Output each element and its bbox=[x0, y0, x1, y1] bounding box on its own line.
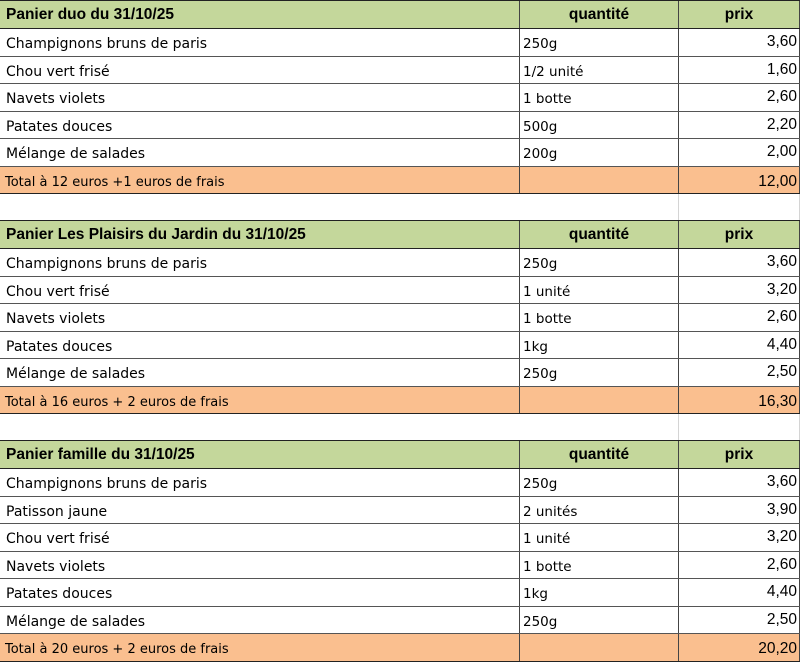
basket-header-row bbox=[0, 0, 800, 29]
item-price-cell[interactable]: 3,20 bbox=[679, 524, 800, 551]
item-quantity-cell[interactable]: 250g bbox=[520, 607, 679, 634]
item-row bbox=[0, 497, 800, 525]
item-quantity-cell[interactable]: 1kg bbox=[520, 332, 679, 359]
item-name-cell[interactable]: Patates douces bbox=[0, 579, 520, 606]
item-row bbox=[0, 359, 800, 387]
basket-title[interactable]: Panier duo du 31/10/25 bbox=[0, 1, 520, 28]
item-name-cell[interactable]: Chou vert frisé bbox=[0, 57, 520, 84]
item-price-cell[interactable]: 2,60 bbox=[679, 304, 800, 331]
item-quantity-cell[interactable]: 500g bbox=[520, 112, 679, 139]
item-name-cell[interactable]: Chou vert frisé bbox=[0, 524, 520, 551]
item-row bbox=[0, 277, 800, 305]
item-row bbox=[0, 552, 800, 580]
item-name-cell[interactable]: Patates douces bbox=[0, 332, 520, 359]
quantity-column-header[interactable]: quantité bbox=[520, 1, 679, 28]
quantity-column-header[interactable]: quantité bbox=[520, 441, 679, 468]
total-price-cell[interactable]: 16,30 bbox=[679, 387, 800, 414]
item-price-cell[interactable]: 2,00 bbox=[679, 139, 800, 166]
item-name-cell[interactable]: Mélange de salades bbox=[0, 607, 520, 634]
item-row bbox=[0, 112, 800, 140]
item-row bbox=[0, 332, 800, 360]
price-column-header[interactable]: prix bbox=[679, 1, 800, 28]
item-row bbox=[0, 139, 800, 167]
item-row bbox=[0, 607, 800, 635]
total-label-cell[interactable]: Total à 20 euros + 2 euros de frais bbox=[0, 634, 520, 661]
item-name-cell[interactable]: Mélange de salades bbox=[0, 139, 520, 166]
item-quantity-cell[interactable]: 250g bbox=[520, 359, 679, 386]
item-quantity-cell[interactable]: 200g bbox=[520, 139, 679, 166]
item-row bbox=[0, 249, 800, 277]
basket-title[interactable]: Panier famille du 31/10/25 bbox=[0, 441, 520, 468]
item-quantity-cell[interactable]: 1 unité bbox=[520, 524, 679, 551]
item-price-cell[interactable]: 1,60 bbox=[679, 57, 800, 84]
item-name-cell[interactable]: Champignons bruns de paris bbox=[0, 469, 520, 496]
item-price-cell[interactable]: 3,60 bbox=[679, 249, 800, 276]
total-row bbox=[0, 634, 800, 662]
item-row bbox=[0, 524, 800, 552]
basket-table bbox=[0, 440, 800, 662]
item-price-cell[interactable]: 4,40 bbox=[679, 579, 800, 606]
empty-cell[interactable] bbox=[679, 194, 800, 220]
total-label-cell[interactable]: Total à 16 euros + 2 euros de frais bbox=[0, 387, 520, 414]
empty-cell[interactable] bbox=[520, 194, 679, 220]
item-name-cell[interactable]: Champignons bruns de paris bbox=[0, 249, 520, 276]
total-row bbox=[0, 387, 800, 415]
item-name-cell[interactable]: Patisson jaune bbox=[0, 497, 520, 524]
item-row bbox=[0, 29, 800, 57]
item-name-cell[interactable]: Chou vert frisé bbox=[0, 277, 520, 304]
item-name-cell[interactable]: Navets violets bbox=[0, 552, 520, 579]
item-row bbox=[0, 57, 800, 85]
item-price-cell[interactable]: 3,60 bbox=[679, 469, 800, 496]
item-row bbox=[0, 469, 800, 497]
total-price-cell[interactable]: 20,20 bbox=[679, 634, 800, 661]
item-quantity-cell[interactable]: 1/2 unité bbox=[520, 57, 679, 84]
item-quantity-cell[interactable]: 1 unité bbox=[520, 277, 679, 304]
total-price-cell[interactable]: 12,00 bbox=[679, 167, 800, 194]
total-empty-cell[interactable] bbox=[520, 387, 679, 414]
basket-header-row bbox=[0, 220, 800, 249]
item-name-cell[interactable]: Navets violets bbox=[0, 304, 520, 331]
item-price-cell[interactable]: 2,60 bbox=[679, 552, 800, 579]
total-row bbox=[0, 167, 800, 195]
item-price-cell[interactable]: 3,90 bbox=[679, 497, 800, 524]
basket-title[interactable]: Panier Les Plaisirs du Jardin du 31/10/25 bbox=[0, 221, 520, 248]
item-quantity-cell[interactable]: 1kg bbox=[520, 579, 679, 606]
item-price-cell[interactable]: 3,20 bbox=[679, 277, 800, 304]
item-price-cell[interactable]: 4,40 bbox=[679, 332, 800, 359]
total-label-cell[interactable]: Total à 12 euros +1 euros de frais bbox=[0, 167, 520, 194]
item-name-cell[interactable]: Patates douces bbox=[0, 112, 520, 139]
price-column-header[interactable]: prix bbox=[679, 221, 800, 248]
price-column-header[interactable]: prix bbox=[679, 441, 800, 468]
item-name-cell[interactable]: Mélange de salades bbox=[0, 359, 520, 386]
item-quantity-cell[interactable]: 2 unités bbox=[520, 497, 679, 524]
item-quantity-cell[interactable]: 250g bbox=[520, 249, 679, 276]
item-quantity-cell[interactable]: 250g bbox=[520, 469, 679, 496]
empty-spacer-row bbox=[0, 414, 800, 440]
item-name-cell[interactable]: Navets violets bbox=[0, 84, 520, 111]
item-name-cell[interactable]: Champignons bruns de paris bbox=[0, 29, 520, 56]
item-quantity-cell[interactable]: 1 botte bbox=[520, 552, 679, 579]
item-price-cell[interactable]: 3,60 bbox=[679, 29, 800, 56]
item-price-cell[interactable]: 2,20 bbox=[679, 112, 800, 139]
item-price-cell[interactable]: 2,50 bbox=[679, 359, 800, 386]
item-row bbox=[0, 579, 800, 607]
item-price-cell[interactable]: 2,50 bbox=[679, 607, 800, 634]
quantity-column-header[interactable]: quantité bbox=[520, 221, 679, 248]
empty-cell[interactable] bbox=[520, 414, 679, 440]
item-row bbox=[0, 304, 800, 332]
basket-header-row bbox=[0, 440, 800, 469]
item-quantity-cell[interactable]: 250g bbox=[520, 29, 679, 56]
item-price-cell[interactable]: 2,60 bbox=[679, 84, 800, 111]
total-empty-cell[interactable] bbox=[520, 167, 679, 194]
basket-table bbox=[0, 0, 800, 194]
empty-cell[interactable] bbox=[0, 194, 520, 220]
total-empty-cell[interactable] bbox=[520, 634, 679, 661]
item-quantity-cell[interactable]: 1 botte bbox=[520, 84, 679, 111]
empty-cell[interactable] bbox=[0, 414, 520, 440]
basket-table bbox=[0, 220, 800, 414]
item-row bbox=[0, 84, 800, 112]
empty-cell[interactable] bbox=[679, 414, 800, 440]
item-quantity-cell[interactable]: 1 botte bbox=[520, 304, 679, 331]
empty-spacer-row bbox=[0, 194, 800, 220]
